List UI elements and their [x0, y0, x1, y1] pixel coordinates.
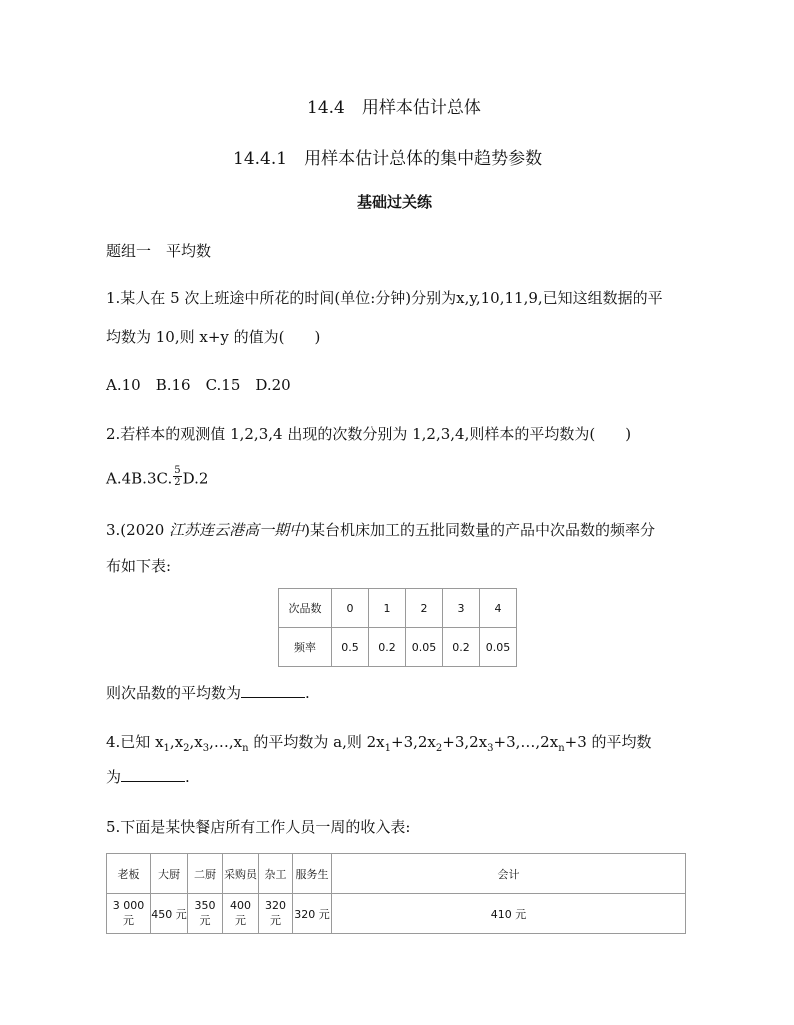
q1-options: A.10 B.16 C.15 D.20 — [106, 376, 291, 394]
q4-text: +3,2x — [391, 733, 436, 751]
defect-frequency-table — [278, 588, 517, 667]
q4-text: +3,…,2x — [493, 733, 559, 751]
table-cell: 1 — [369, 589, 406, 628]
table-cell: 0.2 — [443, 628, 480, 667]
q4-text: +3 的平均数 — [564, 733, 652, 751]
table-cell: 350 元 — [188, 894, 223, 934]
table-cell: 0.05 — [406, 628, 443, 667]
income-table — [106, 853, 686, 934]
q4-period: . — [185, 768, 190, 786]
q4-text: ,x — [189, 733, 203, 751]
q4-text: +3,2x — [442, 733, 488, 751]
q4-text: 的平均数为 a,则 2x — [248, 733, 385, 751]
q3-line1 — [106, 519, 655, 540]
q4-sub: 3 — [202, 743, 210, 754]
table-row — [279, 628, 517, 667]
table-cell: 450 元 — [151, 894, 188, 934]
table-cell: 服务生 — [293, 854, 332, 894]
q4-line2-text: 为 — [106, 768, 122, 786]
table-cell: 采购员 — [223, 854, 259, 894]
table-cell: 410 元 — [332, 894, 686, 934]
q4-sub: 2 — [183, 743, 190, 754]
q4-sub: n — [242, 743, 249, 754]
q2-option-b: B.3 — [131, 469, 157, 488]
table-cell: 二厨 — [188, 854, 223, 894]
table-cell: 杂工 — [259, 854, 293, 894]
table-cell: 4 — [480, 589, 517, 628]
q4-text: ,x — [169, 733, 184, 751]
table-cell: 频率 — [279, 628, 332, 667]
group-heading: 题组一 平均数 — [106, 242, 212, 260]
q4-sub: 1 — [384, 743, 391, 754]
answer-blank[interactable] — [121, 767, 185, 782]
table-cell: 0.2 — [369, 628, 406, 667]
q4-sub: 3 — [487, 743, 494, 754]
q2-option-d: D.2 — [182, 469, 209, 488]
table-cell: 320 元 — [293, 894, 332, 934]
table-cell: 2 — [406, 589, 443, 628]
q3-answer-line — [106, 682, 310, 703]
page-title: 14.4 用样本估计总体 — [307, 98, 481, 118]
table-cell: 0 — [332, 589, 369, 628]
table-cell: 会计 — [332, 854, 686, 894]
q3-after: 则次品数的平均数为 — [106, 684, 242, 702]
q2-line1: 2.若样本的观测值 1,2,3,4 出现的次数分别为 1,2,3,4,则样本的平均数为( ) — [106, 425, 632, 443]
table-cell: 400 元 — [223, 894, 259, 934]
answer-blank[interactable] — [241, 683, 305, 698]
q1-line1: 1.某人在 5 次上班途中所花的时间(单位:分钟)分别为x,y,10,11,9,已知这组数据的平 — [106, 289, 663, 307]
table-cell: 大厨 — [151, 854, 188, 894]
table-row — [107, 894, 686, 934]
section-heading: 基础过关练 — [357, 193, 433, 211]
q3-prefix: 3.(2020 — [106, 521, 170, 539]
q4-sub: n — [558, 743, 565, 754]
q2-option-c: C. — [156, 469, 173, 488]
q2-option-a: A.4 — [106, 469, 132, 488]
table-cell: 0.05 — [480, 628, 517, 667]
table-cell: 320 元 — [259, 894, 293, 934]
table-row — [279, 589, 517, 628]
table-cell: 3 — [443, 589, 480, 628]
q3-source: 江苏连云港高一期中 — [169, 521, 305, 539]
fraction-numerator: 5 — [174, 465, 181, 476]
fraction-denominator: 2 — [174, 477, 181, 488]
q3-period: . — [305, 684, 310, 702]
table-cell: 0.5 — [332, 628, 369, 667]
table-cell: 3 000 元 — [107, 894, 151, 934]
q4-sub: 2 — [435, 743, 443, 754]
table-cell: 老板 — [107, 854, 151, 894]
q2-fraction — [173, 465, 181, 488]
q2-options — [106, 465, 209, 491]
q4-line1 — [106, 731, 652, 754]
q4-text: 4.已知 x — [106, 733, 164, 751]
q5-line1: 5.下面是某快餐店所有工作人员一周的收入表: — [106, 818, 411, 836]
q4-text: ,…,x — [209, 733, 243, 751]
page-subtitle: 14.4.1 用样本估计总体的集中趋势参数 — [233, 149, 543, 169]
q4-sub: 1 — [163, 743, 170, 754]
q4-line2 — [106, 766, 190, 787]
q3-line2: 布如下表: — [106, 557, 172, 575]
table-row — [107, 854, 686, 894]
q1-line2: 均数为 10,则 x+y 的值为( ) — [106, 328, 321, 346]
table-cell: 次品数 — [279, 589, 332, 628]
q3-suffix: )某台机床加工的五批同数量的产品中次品数的频率分 — [304, 521, 655, 539]
